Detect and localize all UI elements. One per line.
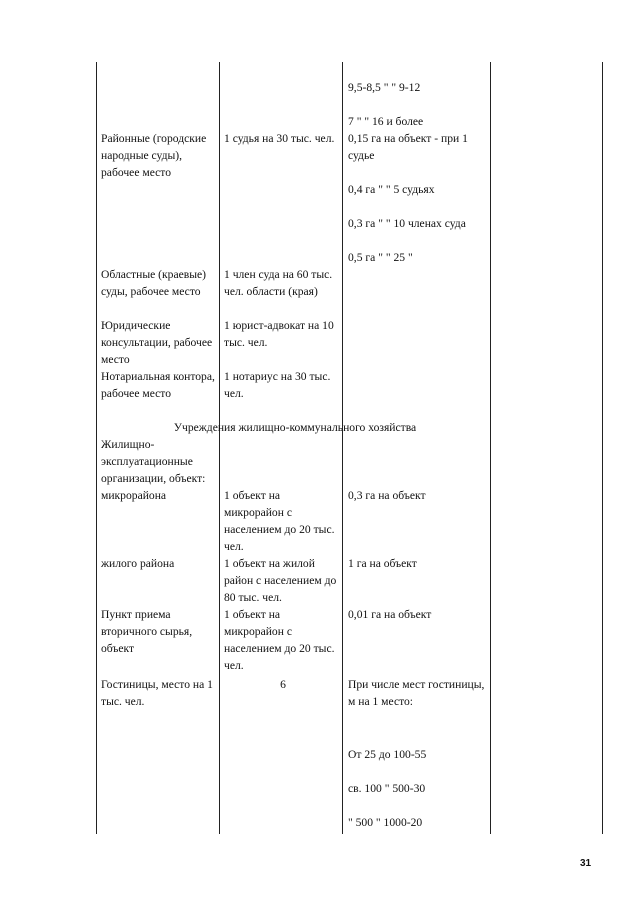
row-name-regional-courts: Областные (краевые) суды, рабочее место [101,268,207,298]
table-rule-2 [342,62,343,834]
row-norm-hotels: 6 [280,678,286,691]
row-size-district-courts-1: 0,15 га на объект - при 1 судье [348,132,468,162]
table-rule-3 [490,62,491,834]
row-norm-notary-office: 1 нотариус на 30 тыс. чел. [224,370,331,400]
row-size-district-courts-4: 0,5 га " " 25 " [348,251,413,264]
row-name-residential-district: жилого района [101,557,175,570]
row-name-microdistrict: микрорайона [101,489,167,502]
row-name-legal-consultations: Юридические консультации, рабочее место [101,319,213,366]
table-rule-1 [219,62,220,834]
row-size-hotels-4: " 500 " 1000-20 [348,816,423,829]
row-name-recycling-point: Пункт приема вторичного сырья, объект [101,608,193,655]
row-name-housing-orgs: Жилищно-эксплуатационные организации, объект: [101,438,206,485]
row-size-hotels-1: При числе мест гостиницы, м на 1 место: [348,678,485,708]
row-size-residential-district: 1 га на объект [348,557,417,570]
section-title: Учреждения жилищно-коммунального хозяйства [173,421,417,434]
row-norm-district-courts: 1 судья на 30 тыс. чел. [224,132,335,145]
row-name-notary-office: Нотариальная контора, рабочее место [101,370,215,400]
row-norm-residential-district: 1 объект на жилой район с населением до 80 тыс. чел. [224,557,337,604]
table-rule-right [602,62,603,834]
table-rule-left [96,62,97,834]
row-size-district-courts-2: 0,4 га " " 5 судьях [348,183,435,196]
row-size-recycling-point: 0,01 га на объект [348,608,432,621]
row-name-hotels: Гостиницы, место на 1 тыс. чел. [101,678,213,708]
page-number: 31 [580,858,592,869]
row-name-district-courts: Районные (городские народные суды), рабочее место [101,132,207,179]
row-norm-recycling-point: 1 объект на микрорайон с населением до 20 тыс. чел. [224,608,335,672]
row-size-hotels-2: От 25 до 100-55 [348,748,427,761]
row-size-hotels-3: св. 100 " 500-30 [348,782,426,795]
size-line-top-1: 9,5-8,5 " " 9-12 [348,81,421,94]
row-norm-microdistrict: 1 объект на микрорайон с населением до 20 тыс. чел. [224,489,335,553]
row-norm-legal-consultations: 1 юрист-адвокат на 10 тыс. чел. [224,319,334,349]
row-size-district-courts-3: 0,3 га " " 10 членах суда [348,217,466,230]
size-line-top-2: 7 " " 16 и более [348,115,424,128]
row-size-microdistrict: 0,3 га на объект [348,489,426,502]
row-norm-regional-courts: 1 член суда на 60 тыс. чел. области (края) [224,268,333,298]
